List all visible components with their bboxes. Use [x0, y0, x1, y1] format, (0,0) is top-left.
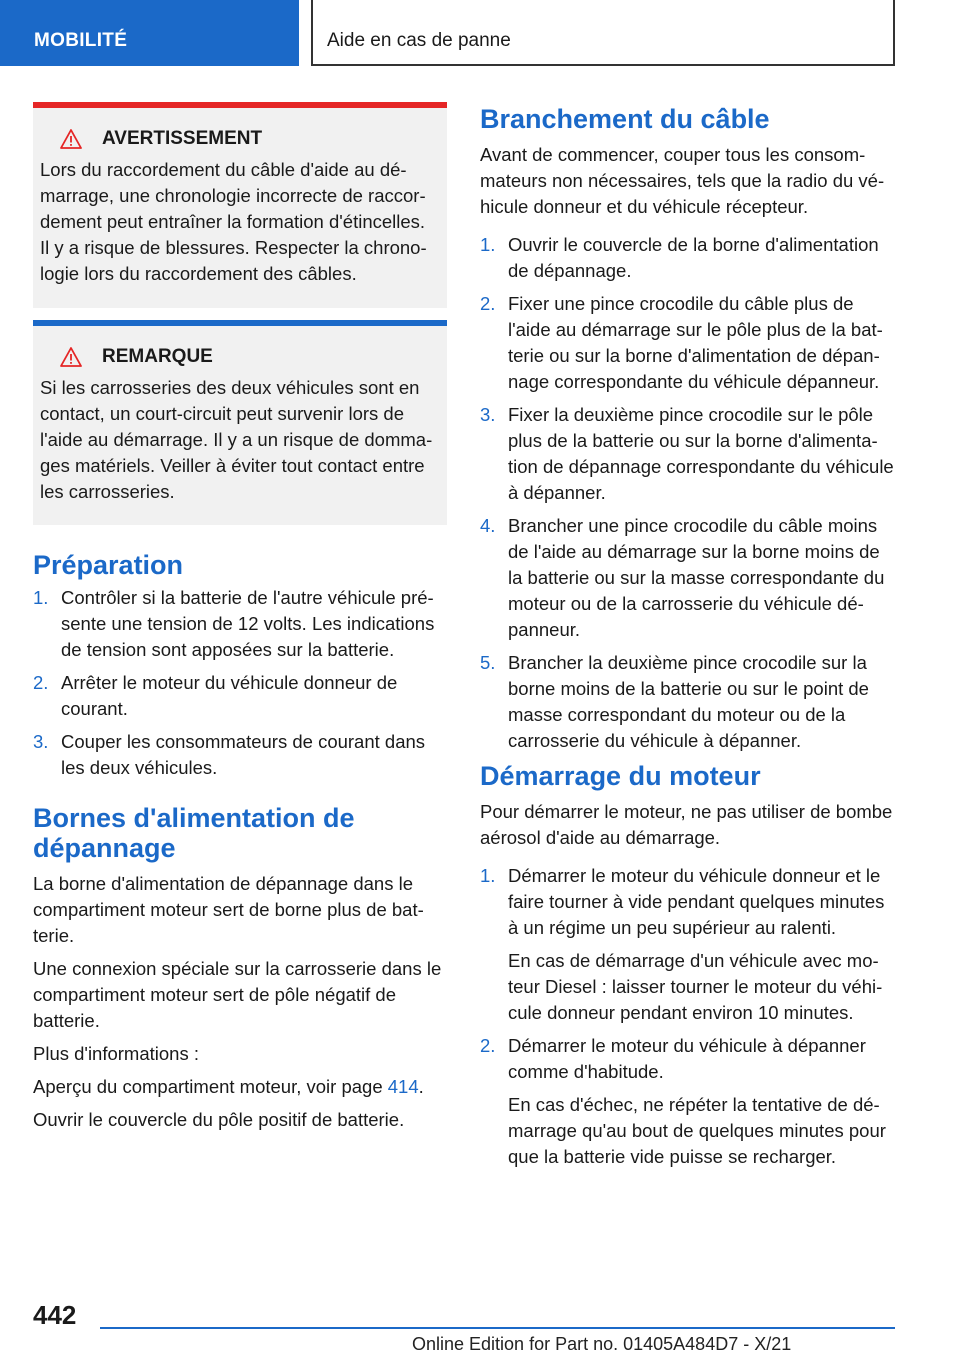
preparation-steps [33, 585, 447, 781]
list-item: 4. Brancher une pince crocodile du câble moins de l'aide au démarrage sur la borne moins de la batterie ou sur la masse correspondante du moteur ou de la carrosserie du véhicule dépanneur. [480, 515, 885, 640]
list-item: 1. Contrôler si la batterie de l'autre véhicule présente une tension de 12 volts. Les indications de tension sont apposées sur la batterie. [33, 587, 435, 660]
terminals-reference: Aperçu du compartiment moteur, voir page 414. [33, 1076, 424, 1097]
terminals-paragraph: La borne d'alimentation de dépannage dans le compartiment moteur sert de borne plus de batterie. [33, 873, 424, 946]
chapter-title: Aide en cas de panne [327, 30, 511, 51]
page-link[interactable]: 414 [387, 1076, 419, 1097]
chapter-header [311, 0, 895, 66]
list-item: 3. Couper les consommateurs de courant dans les deux véhicules. [33, 731, 426, 778]
terminals-paragraph: Ouvrir le couvercle du pôle positif de batterie. [33, 1109, 405, 1130]
start-intro: Pour démarrer le moteur, ne pas utiliser de bombe aérosol d'aide au démarrage. [480, 801, 893, 848]
warning-heading [40, 128, 435, 150]
connection-steps [480, 232, 898, 754]
list-item: 1. Démarrer le moteur du véhicule donneur et le faire tourner à vide pendant quelques minutes à un régime un peu supérieur au ralenti. En cas de démarrage d'un véhicule avec moteur Diesel : laisser tourner le moteur du véhicule donneur pendant environ 10 minutes. [480, 865, 885, 1023]
warning-triangle-icon [60, 129, 82, 149]
warning-title: AVERTISSEMENT [102, 128, 263, 149]
note-text: Si les carrosseries des deux véhicules sont en contact, un court-circuit peut survenir lors de l'aide au démarrage. Il y a un risque de dommages matériels. Veiller à éviter tout contact entre les carrosseries. [40, 377, 433, 502]
connection-intro: Avant de commencer, couper tous les consommateurs non nécessaires, tels que la radio du véhicule donneur et du véhicule récepteur. [480, 144, 885, 217]
terminals-paragraph: Une connexion spéciale sur la carrosserie dans le compartiment moteur sert de pôle négatif de batterie. [33, 958, 442, 1031]
list-item: 5. Brancher la deuxième pince crocodile sur la borne moins de la batterie ou sur le point de masse correspondant du moteur ou de la carrosserie du véhicule à dépanner. [480, 652, 869, 751]
note-title: REMARQUE [102, 346, 213, 367]
warning-triangle-icon [60, 347, 82, 367]
connection-heading: Branchement du câble [480, 104, 770, 134]
start-steps [480, 863, 898, 1170]
note-box [33, 320, 447, 525]
terminals-paragraph: Plus d'informations : [33, 1043, 199, 1064]
start-heading: Démarrage du moteur [480, 761, 761, 791]
footer-divider [100, 1327, 895, 1329]
section-tab [0, 0, 299, 66]
list-item: 3. Fixer la deuxième pince crocodile sur le pôle plus de la batterie ou sur la borne d'alimentation de dépannage correspondante du véhicule à dépanner. [480, 404, 894, 503]
warning-box [33, 102, 447, 308]
terminals-section [33, 803, 447, 1133]
section-title: MOBILITÉ [34, 30, 128, 51]
start-section [480, 761, 898, 1177]
terminals-heading: Bornes d'alimentation de dépannage [33, 803, 355, 863]
list-item: 2. Fixer une pince crocodile du câble plus de l'aide au démarrage sur le pôle plus de la batterie ou sur la borne d'alimentation de dépannage correspondante du véhicule dépanneur. [480, 293, 883, 392]
list-item: 1. Ouvrir le couvercle de la borne d'alimentation de dépannage. [480, 234, 879, 281]
preparation-section [33, 550, 447, 788]
warning-text: Lors du raccordement du câble d'aide au démarrage, une chronologie incorrecte de raccordement peut entraîner la formation d'étincelles. Il y a risque de blessures. Respecter la chronologie lors du raccordement des câbles. [40, 159, 427, 284]
edition-note: Online Edition for Part no. 01405A484D7 - X/21 [412, 1334, 792, 1354]
list-item: 2. Arrêter le moteur du véhicule donneur de courant. [33, 672, 398, 719]
connection-section [480, 104, 898, 761]
preparation-heading: Préparation [33, 550, 184, 580]
note-heading [40, 346, 435, 368]
page-number: 442 [33, 1300, 77, 1330]
list-item: 2. Démarrer le moteur du véhicule à dépanner comme d'habitude. En cas d'échec, ne répéter la tentative de démarrage qu'au bout de quelques minutes pour que la batterie vide puisse se recharger. [480, 1035, 886, 1167]
